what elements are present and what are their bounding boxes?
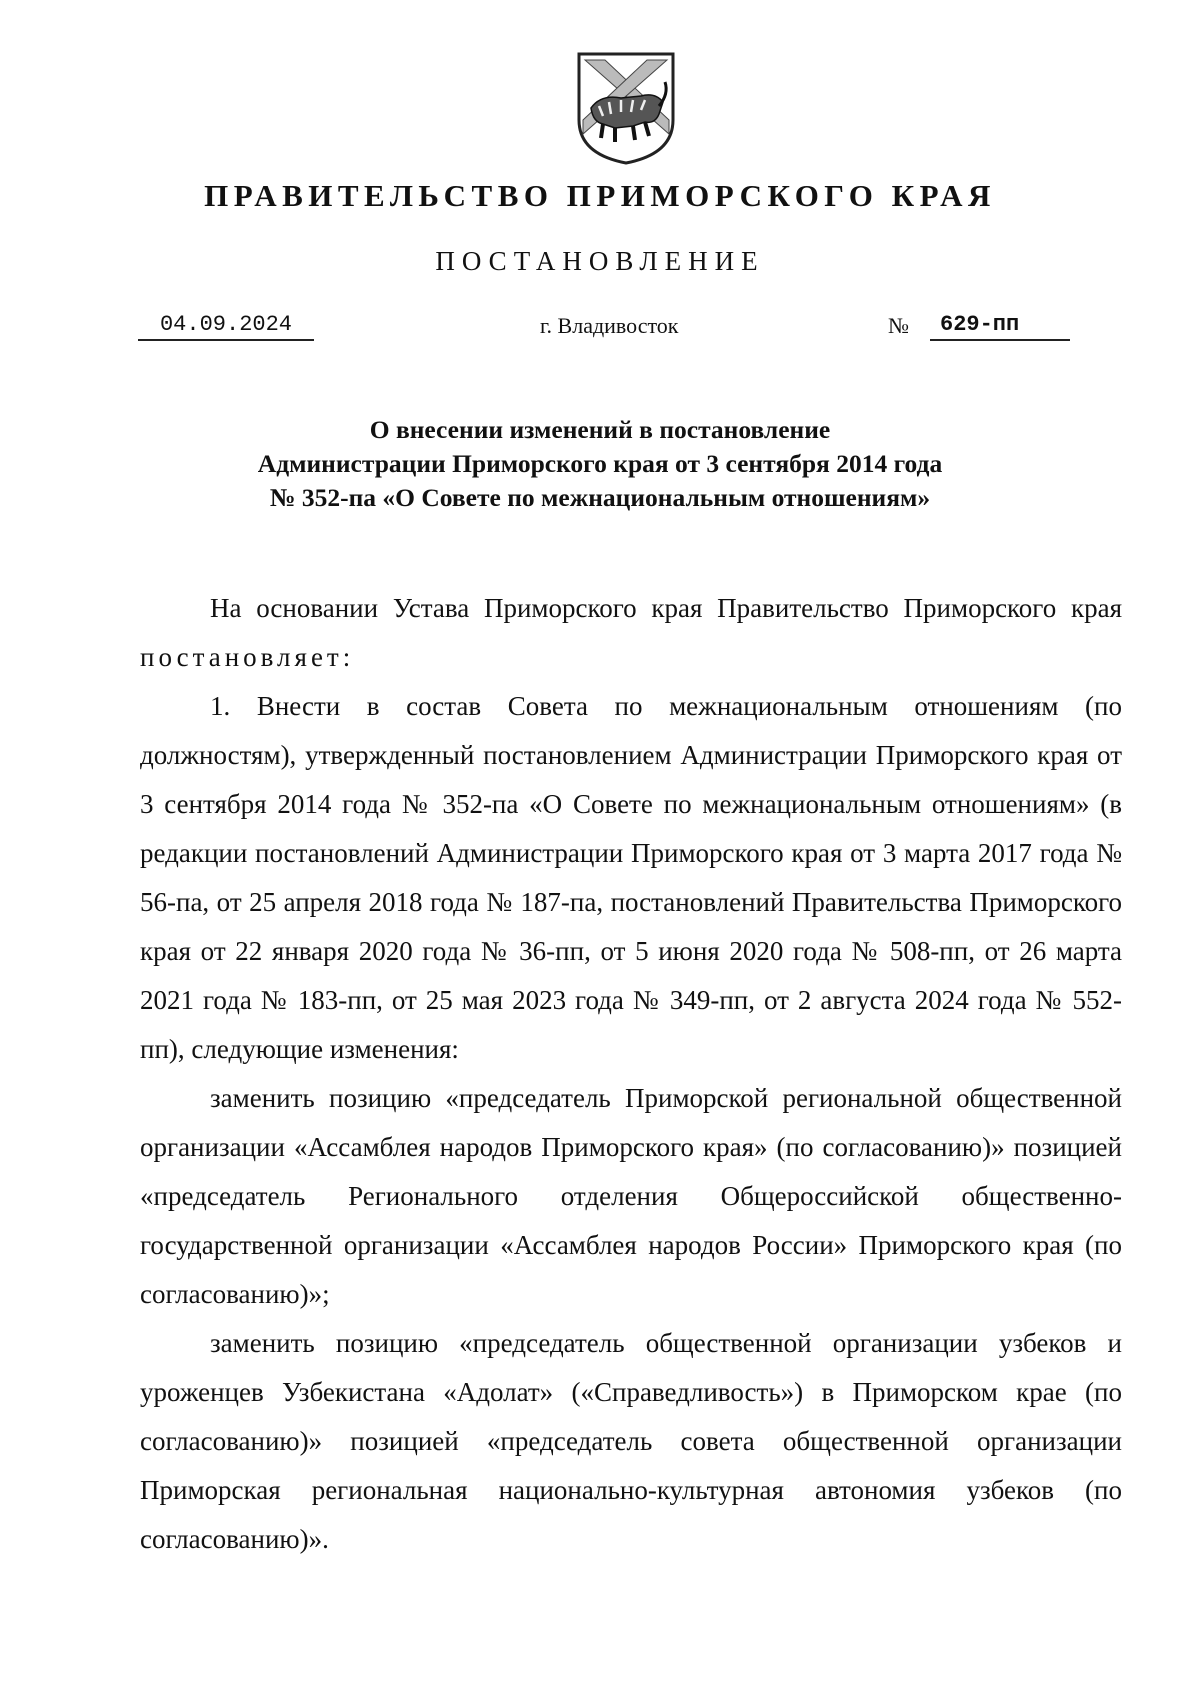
change-1-paragraph: заменить позицию «председатель Приморской региональной общественной организации «Ассамблея народов Приморского края» (по согласованию)» позицией «председатель Регионального отделения Общероссийской общественно-государственной организации «Ассамблея народов России» Приморского края (по согласованию)»; xyxy=(140,1083,1122,1309)
document-date: 04.09.2024 xyxy=(138,312,314,341)
document-subject xyxy=(140,413,1060,515)
subject-line-1: О внесении изменений в постановление xyxy=(369,415,831,444)
coat-of-arms-icon xyxy=(575,50,677,166)
government-title: ПРАВИТЕЛЬСТВО ПРИМОРСКОГО КРАЯ xyxy=(204,178,996,213)
resolves-word: постановляет: xyxy=(140,642,355,672)
item-1-paragraph: 1. Внести в состав Совета по межнациональным отношениям (по должностям), утвержденный постановлением Администрации Приморского края от 3 сентября 2014 года № 352-па «О Совете по межнациональным отношениям» (в редакции постановлений Администрации Приморского края от 3 марта 2017 года № 56-па, от 25 апреля 2018 года № 187-па, постановлений Правительства Приморского края от 22 января 2020 года № 36-пп, от 5 июня 2020 года № 508-пп, от 26 марта 2021 года № 183-пп, от 25 мая 2023 года № 349-пп, от 2 августа 2024 года № 552-пп), следующие изменения: xyxy=(140,691,1122,1064)
document-body xyxy=(140,584,1122,1564)
preamble-paragraph xyxy=(140,584,1122,682)
document-type: ПОСТАНОВЛЕНИЕ xyxy=(435,246,765,276)
document-number: 629-пп xyxy=(930,312,1070,341)
change-2-paragraph: заменить позицию «председатель общественной организации узбеков и уроженцев Узбекистана «Адолат» («Справедливость») в Приморском крае (по согласованию)» позицией «председатель совета общественной организации Приморская региональная национально-культурная автономия узбеков (по согласованию)». xyxy=(140,1328,1122,1554)
document-city: г. Владивосток xyxy=(540,313,679,338)
number-sign: № xyxy=(888,313,909,338)
subject-line-2: Администрации Приморского края от 3 сентября 2014 года xyxy=(257,449,943,478)
preamble-text: На основании Устава Приморского края Правительство Приморского края xyxy=(210,593,1122,623)
subject-line-3: № 352-па «О Совете по межнациональным отношениям» xyxy=(269,483,931,512)
